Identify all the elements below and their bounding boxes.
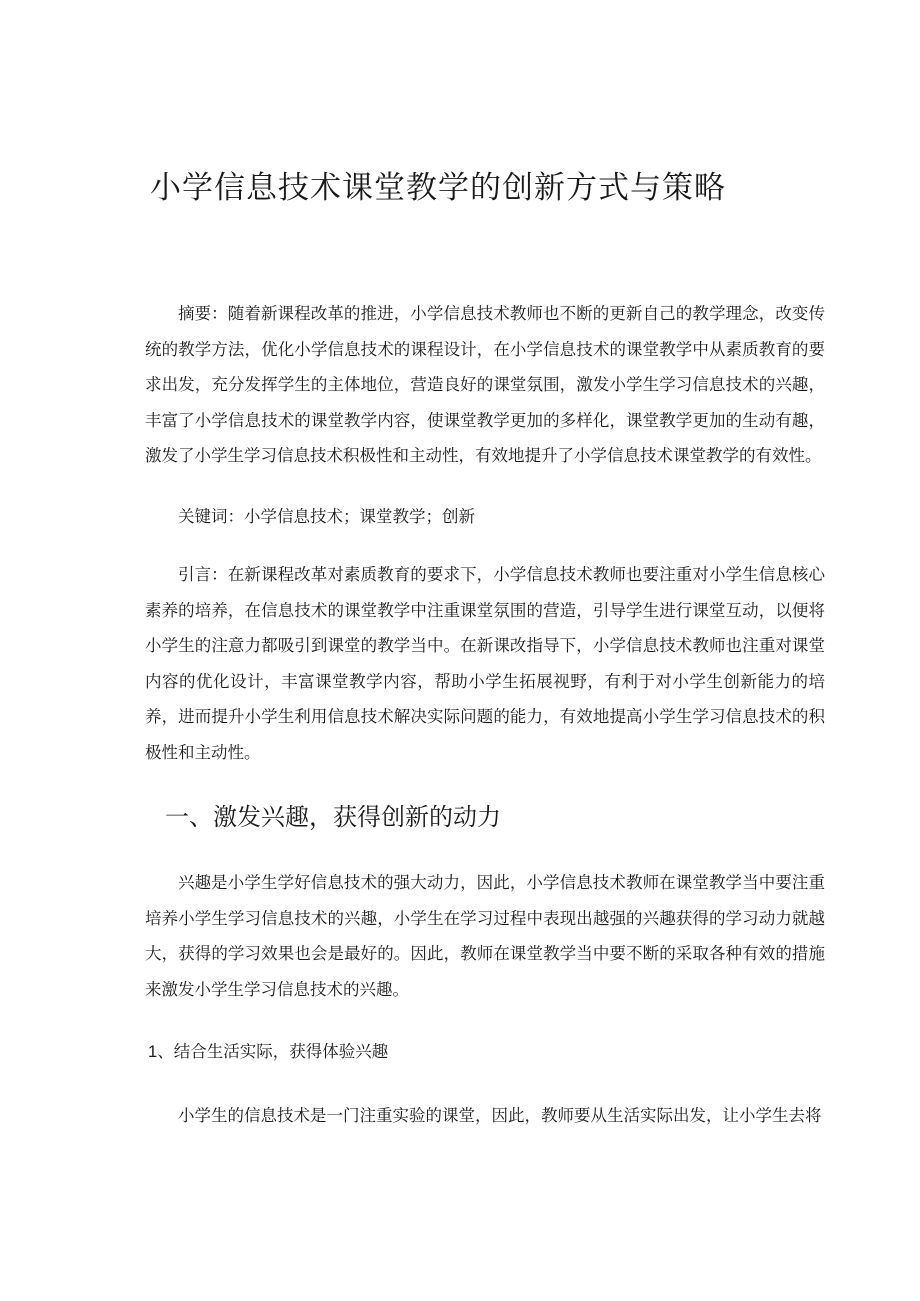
subsection-1-heading [148, 1034, 388, 1070]
intro-paragraph: 引言：在新课程改革对素质教育的要求下，小学信息技术教师也要注重对小学生信息核心素养的培养，在信息技术的课堂教学中注重课堂氛围的营造，引导学生进行课堂互动，以便将小学生的注意力都吸引到课堂的教学当中。在新课改指导下，小学信息技术教师也注重对课堂内容的优化设计，丰富课堂教学内容，帮助小学生拓展视野，有利于对小学生创新能力的培养，进而提升小学生利用信息技术解决实际问题的能力，有效地提高小学生学习信息技术的积极性和主动性。 [145, 565, 825, 762]
subsection-1-number: 1 [148, 1043, 158, 1061]
document-title: 小学信息技术课堂教学的创新方式与策略 [150, 170, 726, 206]
keywords-paragraph: 关键词：小学信息技术；课堂教学；创新 [178, 507, 475, 526]
subsection-1-title: 、结合生活实际，获得体验兴趣 [157, 1042, 389, 1061]
subsection-1-body: 小学生的信息技术是一门注重实验的课堂，因此，教师要从生活实际出发，让小学生去将 [178, 1106, 822, 1125]
section-1-body: 兴趣是小学生学好信息技术的强大动力，因此，小学信息技术教师在课堂教学当中要注重培养小学生学习信息技术的兴趣，小学生在学习过程中表现出越强的兴趣获得的学习动力就越大，获得的学习效果也会是最好的。因此，教师在课堂教学当中要不断的采取各种有效的措施来激发小学生学习信息技术的兴趣。 [145, 873, 825, 999]
section-1-heading: 一、激发兴趣，获得创新的动力 [165, 803, 501, 831]
abstract-paragraph: 摘要：随着新课程改革的推进，小学信息技术教师也不断的更新自己的教学理念，改变传统的教学方法，优化小学信息技术的课程设计，在小学信息技术的课堂教学中从素质教育的要求出发，充分发挥学生的主体地位，营造良好的课堂氛围，激发小学生学习信息技术的兴趣，丰富了小学信息技术的课堂教学内容，使课堂教学更加的多样化，课堂教学更加的生动有趣，激发了小学生学习信息技术积极性和主动性，有效地提升了小学信息技术课堂教学的有效性。 [145, 304, 825, 465]
